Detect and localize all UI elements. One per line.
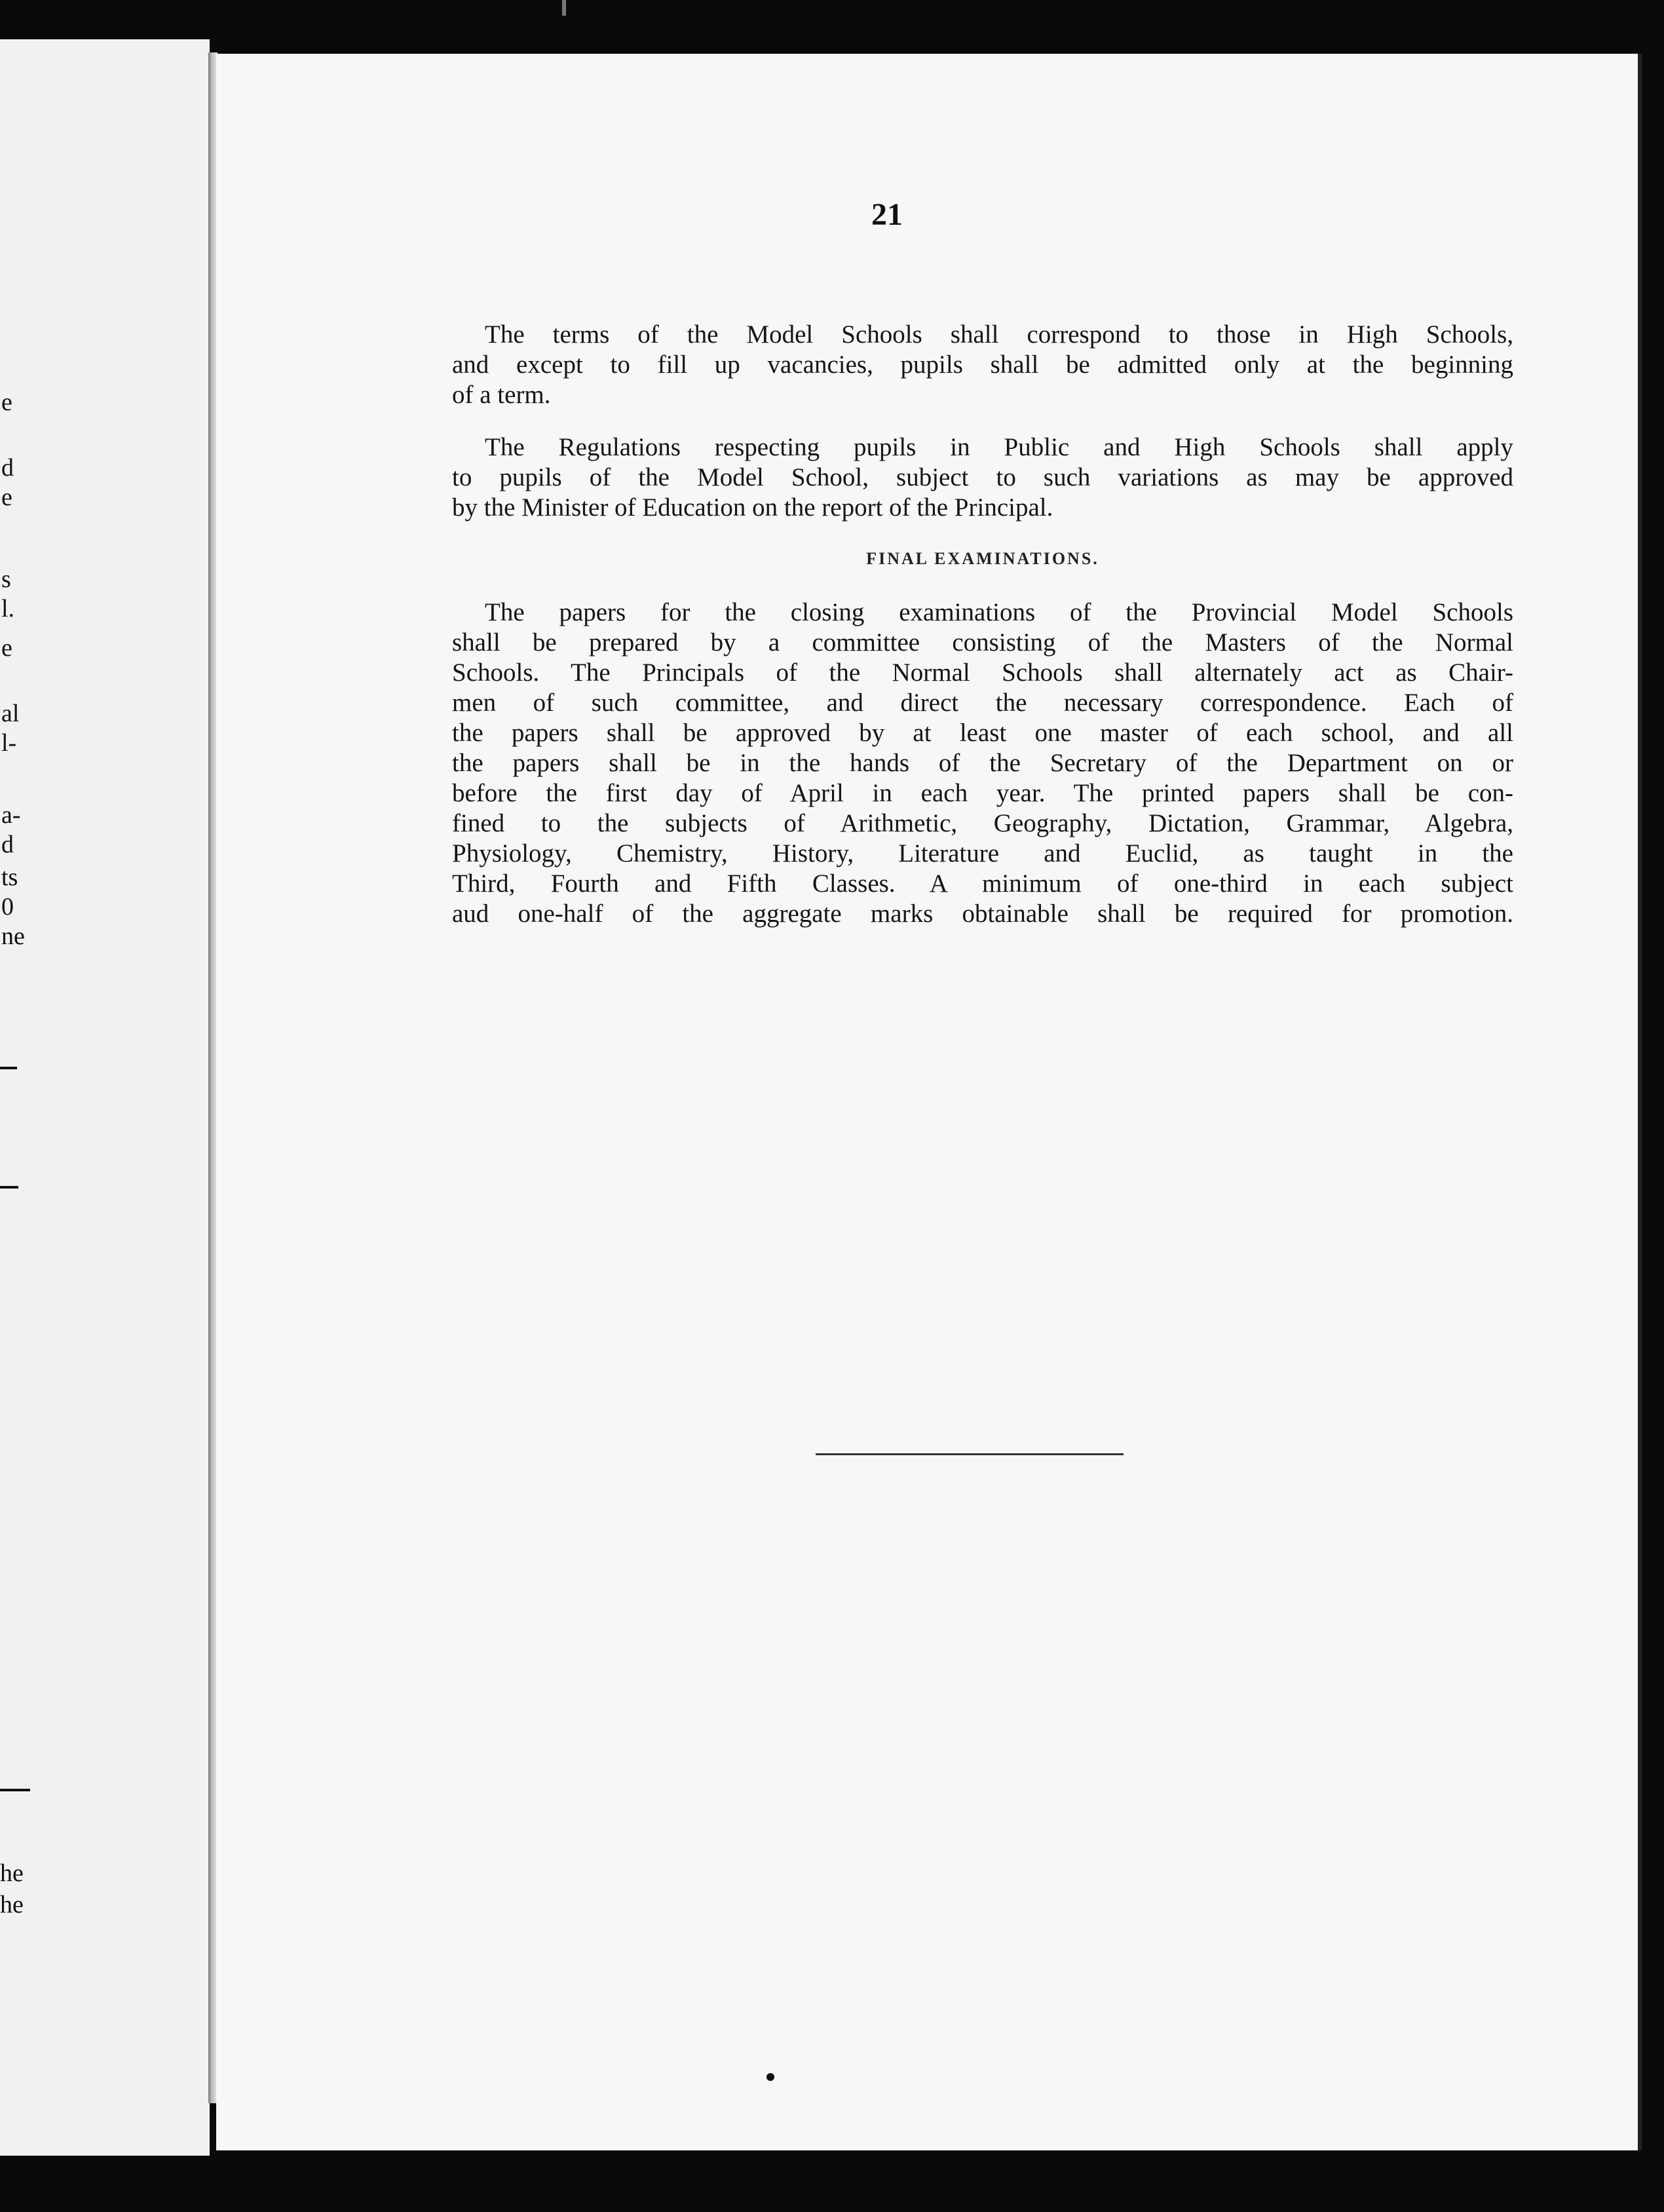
text-line: shall be prepared by a committee consisting of the Masters of the Normal <box>452 628 1513 657</box>
left-fragment-text: 0 <box>1 893 14 921</box>
left-fragment-text: e <box>1 389 12 416</box>
paragraph <box>452 320 1513 410</box>
rule <box>0 1789 30 1791</box>
paragraph <box>452 598 1513 929</box>
text-line: the papers shall be in the hands of the Secretary of the Department on or <box>452 749 1513 777</box>
text-line: of a term. <box>452 381 551 409</box>
left-fragment-text: al <box>1 700 20 727</box>
left-fragment-text: d <box>1 454 14 482</box>
left-fragment-text: e <box>1 634 12 662</box>
text-line: aud one-half of the aggregate marks obtainable shall be required for promotion. <box>452 900 1513 928</box>
text-line: the papers shall be approved by at least one master of each school, and all <box>452 719 1513 747</box>
text-line: to pupils of the Model School, subject to such variations as may be approved <box>452 463 1513 491</box>
closing-rule <box>816 1453 1124 1455</box>
previous-page-fragment <box>0 39 210 2156</box>
page-number: 21 <box>871 197 903 232</box>
text-line: men of such committee, and direct the necessary correspondence. Each of <box>452 689 1513 717</box>
text-line: Physiology, Chemistry, History, Literature and Euclid, as taught in the <box>452 839 1513 868</box>
text-line: The terms of the Model Schools shall correspond to those in High Schools, <box>485 320 1513 349</box>
left-fragment-text: ts <box>1 864 18 891</box>
left-fragment-text: l. <box>1 595 15 622</box>
text-line: fined to the subjects of Arithmetic, Geography, Dictation, Grammar, Algebra, <box>452 809 1513 837</box>
text-line: The Regulations respecting pupils in Public and High Schools shall apply <box>485 433 1513 461</box>
rule <box>0 1186 18 1189</box>
rule <box>0 1067 17 1069</box>
left-fragment-text: ne <box>1 923 25 950</box>
left-fragment-text: e <box>1 484 12 511</box>
left-fragment-text: d <box>1 831 14 858</box>
text-line: Third, Fourth and Fifth Classes. A minimum of one-third in each subject <box>452 869 1513 898</box>
text-line: The papers for the closing examinations of the Provincial Model Schools <box>485 598 1513 626</box>
section-heading: FINAL EXAMINATIONS. <box>866 549 1099 568</box>
text-line: by the Minister of Education on the report of the Principal. <box>452 493 1053 522</box>
left-fragment-text: he <box>0 1891 24 1918</box>
text-line: Schools. The Principals of the Normal Schools shall alternately act as Chair- <box>452 658 1513 687</box>
scan-mark <box>562 0 566 16</box>
text-line: before the first day of April in each year. The printed papers shall be con- <box>452 779 1513 807</box>
left-fragment-text: l- <box>1 729 17 757</box>
text-line: and except to fill up vacancies, pupils shall be admitted only at the beginning <box>452 351 1513 379</box>
paragraph <box>452 432 1513 523</box>
left-fragment-text: he <box>0 1859 24 1887</box>
left-fragment-text: s <box>1 565 11 593</box>
printer-dot <box>766 2073 774 2081</box>
left-fragment-text: a- <box>1 801 21 829</box>
